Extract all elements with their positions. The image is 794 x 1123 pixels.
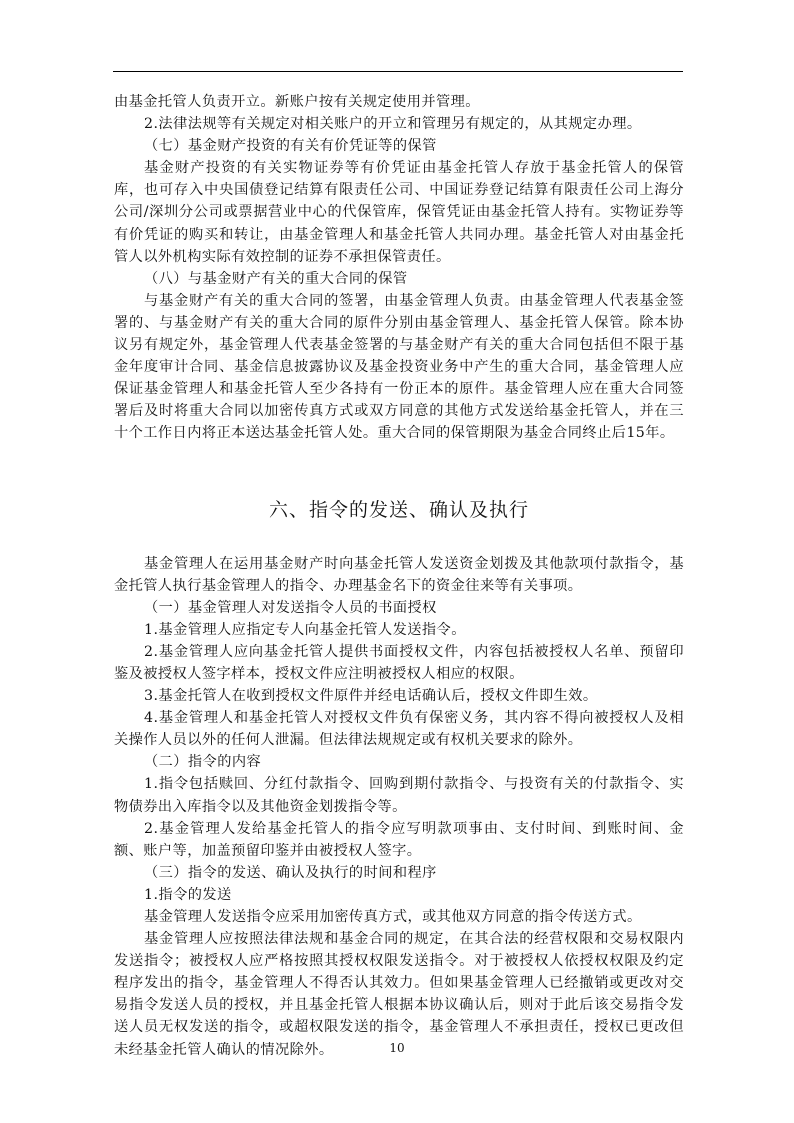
page-number: 10 — [389, 1041, 405, 1055]
list-item-authorization-1: 1.基金管理人应指定专人向基金托管人发送指令。 — [144, 621, 466, 638]
list-item-authorization-4: 4.基金管理人和基金托管人对授权文件负有保密义务，其内容不得向被授权人及相关操作人员以外的任何人泄漏。但法律法规规定或有权机关要求的除外。 — [114, 710, 684, 749]
subheading-timing-procedure: （三）指令的发送、确认及执行的时间和程序 — [144, 864, 437, 881]
subheading-instruction-content: （二）指令的内容 — [144, 754, 262, 771]
subheading-written-authorization: （一）基金管理人对发送指令人员的书面授权 — [144, 599, 437, 616]
subheading-instruction-sending: 1.指令的发送 — [144, 886, 232, 903]
paragraph-sending-authority: 基金管理人应按照法律法规和基金合同的规定，在其合法的经营权限和交易权限内发送指令；被授权人应严格按照其授权权限发送指令。对于被授权人依授权权限及约定程序发出的指令，基金管理人不得否认其效力。但如果基金管理人已经撤销或更改对交易指令发送人员的授权，并且基金托管人根据本协议确认后，则对于此后该交易指令发送人员无权发送的指令，或超权限发送的指令，基金管理人不承担责任，授权已更改但未经基金托管人确认的情况除外。 — [114, 931, 684, 1058]
paragraph-contract-custody: 与基金财产有关的重大合同的签署，由基金管理人负责。由基金管理人代表基金签署的、与基金财产有关的重大合同的原件分别由基金管理人、基金托管人保管。除本协议另有规定外，基金管理人代表基金签署的与基金财产有关的重大合同包括但不限于基金年度审计合同、基金信息披露协议及基金投资业务中产生的重大合同，基金管理人应保证基金管理人和基金托管人至少各持有一份正本的原件。基金管理人应在重大合同签署后及时将重大合同以加密传真方式或双方同意的其他方式发送给基金托管人，并在三十个工作日内将正本送达基金托管人处。重大合同的保管期限为基金合同终止后15年。 — [114, 292, 684, 442]
list-item-content-1: 1.指令包括赎回、分红付款指令、回购到期付款指令、与投资有关的付款指令、实物债券出入库指令以及其他资金划拨指令等。 — [114, 776, 684, 815]
paragraph-account-rule-2: 2.法律法规等有关规定对相关账户的开立和管理另有规定的，从其规定办理。 — [144, 116, 642, 133]
list-item-content-2: 2.基金管理人发给基金托管人的指令应写明款项事由、支付时间、到账时间、金额、账户等，加盖预留印鉴并由被授权人签字。 — [114, 820, 684, 859]
paragraph-sending-method: 基金管理人发送指令应采用加密传真方式，或其他双方同意的指令传送方式。 — [144, 909, 642, 925]
paragraph-securities-custody: 基金财产投资的有关实物证券等有价凭证由基金托管人存放于基金托管人的保管库，也可存入中央国债登记结算有限责任公司、中国证券登记结算有限责任公司上海分公司/深圳分公司或票据营业中心的代保管库，保管凭证由基金托管人持有。实物证券等有价凭证的购买和转让，由基金管理人和基金托管人共同办理。基金托管人对由基金托管人以外机构实际有效控制的证券不承担保管责任。 — [114, 160, 684, 265]
page-body — [114, 91, 684, 1061]
paragraph-account-continuation: 由基金托管人负责开立。新账户按有关规定使用并管理。 — [114, 94, 480, 110]
list-item-authorization-3: 3.基金托管人在收到授权文件原件并经电话确认后，授权文件即生效。 — [144, 688, 598, 705]
subheading-securities-custody: （七）基金财产投资的有关有价凭证等的保管 — [144, 138, 437, 155]
list-item-authorization-2: 2.基金管理人应向基金托管人提供书面授权文件，内容包括被授权人名单、预留印鉴及被授权人签字样本，授权文件应注明被授权人相应的权限。 — [114, 643, 684, 682]
header-rule — [113, 71, 683, 72]
paragraph-instruction-intro: 基金管理人在运用基金财产时向基金托管人发送资金划拨及其他款项付款指令，基金托管人执行基金管理人的指令、办理基金名下的资金往来等有关事项。 — [114, 555, 684, 594]
subheading-contract-custody: （八）与基金财产有关的重大合同的保管 — [144, 270, 408, 287]
section-title: 六、指令的发送、确认及执行 — [268, 498, 529, 521]
